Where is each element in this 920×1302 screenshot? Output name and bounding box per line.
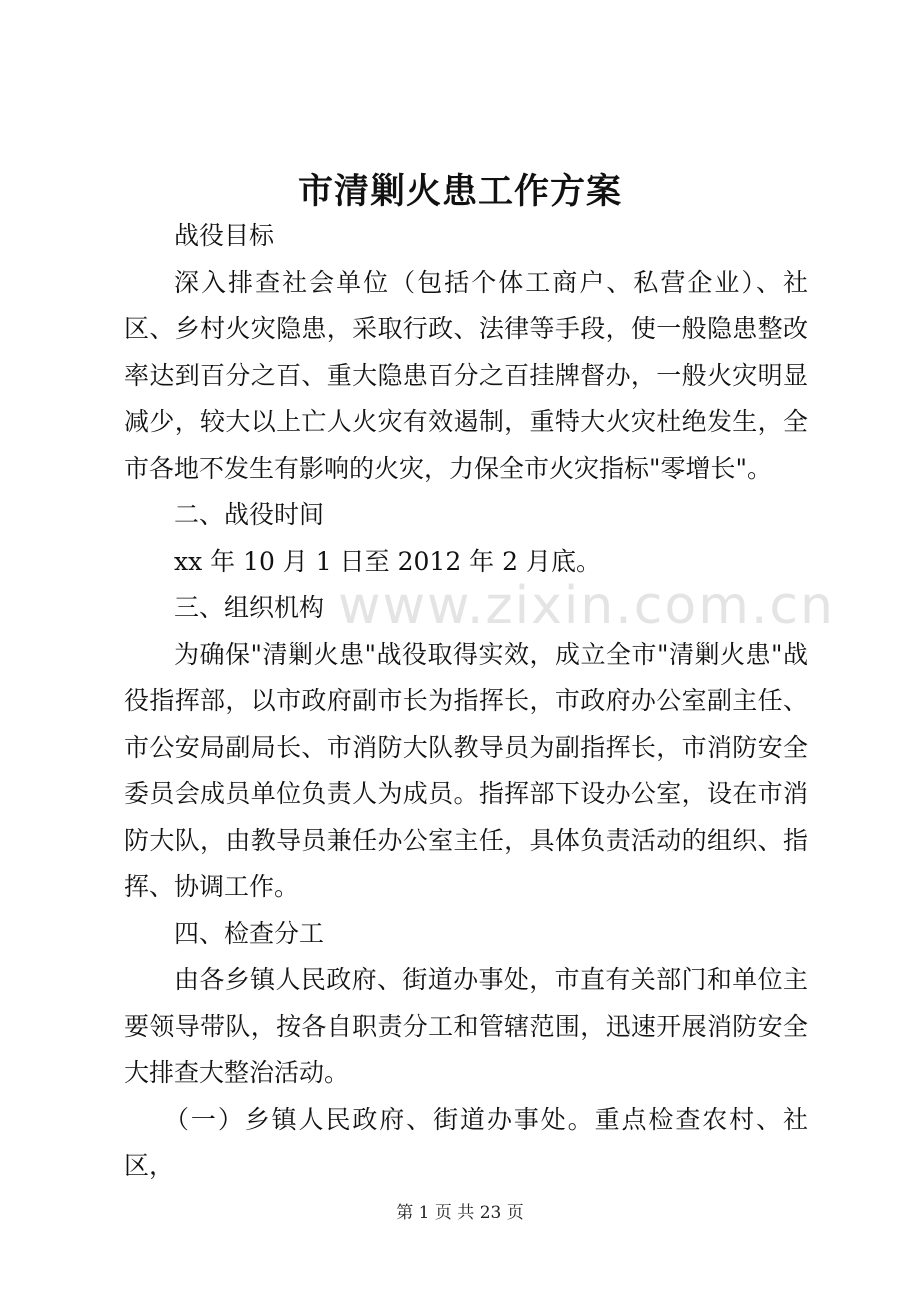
section-heading-organization: 三、组织机构 bbox=[174, 593, 325, 622]
section-heading-division: 四、检查分工 bbox=[174, 918, 325, 948]
page-footer: 第 1 页 共 23 页 bbox=[396, 1203, 524, 1223]
section-heading-time: 二、战役时间 bbox=[174, 500, 325, 529]
document-title: 市清剿火患工作方案 bbox=[297, 171, 622, 212]
section-heading-goal: 战役目标 bbox=[174, 221, 275, 250]
watermark: www.zixin.com.cn bbox=[338, 576, 835, 636]
document-body bbox=[124, 213, 808, 1190]
paragraph-goal: 深入排查社会单位（包括个体工商户、私营企业）、社区、乡村火灾隐患，采取行政、法律等手段，使一般隐患整改率达到百分之百、重大隐患百分之百挂牌督办，一般火灾明显减少，较大以上亡人火灾有效遏制，重特大火灾杜绝发生，全市各地不发生有影响的火灾，力保全市火灾指标"零增长"。 bbox=[124, 267, 808, 483]
paragraph-organization: 为确保"清剿火患"战役取得实效，成立全市"清剿火患"战役指挥部，以市政府副市长为指挥长，市政府办公室副主任、市公安局副局长、市消防大队教导员为副指挥长，市消防安全委员会成员单位负责人为成员。指挥部下设办公室，设在市消防大队，由教导员兼任办公室主任，具体负责活动的组织、指挥、协调工作。 bbox=[124, 639, 808, 901]
paragraph-division: 由各乡镇人民政府、街道办事处，市直有关部门和单位主要领导带队，按各自职责分工和管辖范围，迅速开展消防安全大排查大整治活动。 bbox=[124, 965, 808, 1087]
paragraph-time: xx 年 10 月 1 日至 2012 年 2 月底。 bbox=[174, 546, 601, 576]
paragraph-subsection-1: （一）乡镇人民政府、街道办事处。重点检查农村、社区， bbox=[124, 1104, 808, 1180]
